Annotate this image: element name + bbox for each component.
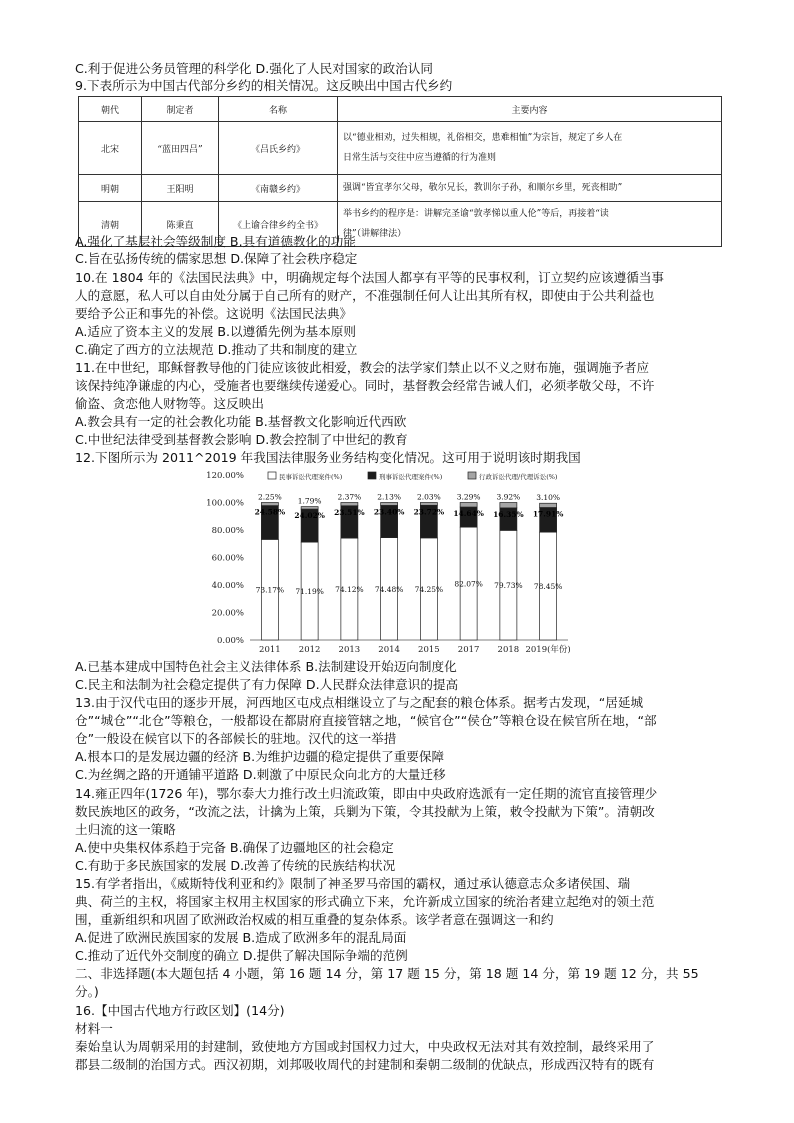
bar-segment (540, 503, 557, 507)
data-label: 23.40% (373, 507, 405, 517)
data-label: 2.37% (337, 492, 362, 502)
data-label: 78.45% (533, 582, 563, 592)
data-label: 2.13% (377, 492, 402, 502)
table-cell: “蓝田四吕” (142, 122, 219, 175)
data-label: 23.72% (413, 507, 445, 517)
q14-line: 土归流的这一策略 (75, 822, 176, 837)
x-tick-label: 2014 (378, 645, 400, 655)
q12-option-cd: C.民主和法制为社会稳定提供了有力保障 D.人民群众法律意识的提高 (75, 677, 459, 692)
legend-label: 行政诉讼代理/代理诉讼(%) (479, 473, 558, 481)
legal-services-chart (196, 465, 576, 661)
q9-table (78, 96, 722, 247)
x-tick-label: 2019(年份) (525, 645, 571, 655)
q13-line: 13.由于汉代屯田的逐步开展，河西地区屯戍点相继设立了与之配套的粮仓体系。据考古发现，“居延城 (75, 695, 644, 710)
data-label: 24.02% (294, 511, 325, 521)
q13-line: 仓”“城仓”“北仓”等粮仓，一般都设在都尉府直接管辖之地，“候官仓”“侯仓”等粮仓设在候官所在地，“部 (75, 713, 657, 728)
legend-swatch (268, 472, 276, 479)
bar-segment (261, 503, 278, 506)
legend-swatch (368, 472, 376, 479)
data-label: 2.03% (416, 492, 441, 502)
q15-option-cd: C.推动了近代外交制度的确立 D.提供了解决国际争端的范例 (75, 948, 408, 963)
data-label: 3.29% (456, 492, 481, 502)
legend-label: 刑事诉讼代理案件(%) (379, 473, 443, 481)
q16-material-label: 材料一 (75, 1021, 113, 1036)
q11-option-cd: C.中世纪法律受到基督教会影响 D.教会控制了中世纪的教育 (75, 432, 408, 447)
section2-heading: 二、非选择题(本大题包括 4 小题，第 16 题 14 分，第 17 题 15 分，第 18 题 14 分，第 19 题 12 分，共 55 (75, 966, 699, 981)
q12-option-ab: A.已基本建成中国特色社会主义法律体系 B.法制建设开始迈向制度化 (75, 659, 457, 674)
table-cell: 王阳明 (142, 175, 219, 202)
q11-line: 偷盗、贪恋他人财物等。这反映出 (75, 396, 264, 411)
table-row (79, 122, 722, 175)
y-tick-label: 60.00% (211, 553, 244, 564)
q15-line: 围，重新组织和巩固了欧洲政治权威的相互重叠的复杂体系。该学者意在强调这一和约 (75, 912, 554, 927)
bar-segment (420, 503, 437, 506)
table-cell-line: 举书乡约的程序是：讲解完圣谕“敦孝悌以重人伦”等后，再接着“读 (343, 209, 609, 219)
data-label: 1.79% (297, 496, 322, 506)
q16-line: 秦始皇认为周朝采用的封建制，致使地方方国或封国权力过大，中央政权无法对其有效控制，最终采用了 (75, 1039, 655, 1054)
data-label: 16.35% (493, 509, 524, 519)
q14-option-cd: C.有助于多民族国家的发展 D.改善了传统的民族结构状况 (75, 858, 396, 873)
x-tick-label: 2018 (497, 645, 520, 655)
table-cell: 清朝 (79, 202, 142, 247)
data-label: 17.91% (532, 509, 564, 519)
q8-options-cd: C.利于促进公务员管理的科学化 D.强化了人民对国家的政治认同 (75, 61, 433, 76)
y-tick-label: 100.00% (206, 498, 244, 509)
table-header: 制定者 (142, 97, 219, 122)
table-cell: 陈秉直 (142, 202, 219, 247)
q16-line: 郡县二级制的治国方式。西汉初期，刘邦吸收周代的封建制和秦朝二级制的优缺点，形成西汉特有的既有 (75, 1057, 655, 1072)
table-cell: 《吕氏乡约》 (219, 122, 338, 175)
table-cell-line: 律”（讲解律法） (343, 229, 407, 239)
data-label: 14.64% (453, 509, 484, 519)
table-cell-line: 以“德业相劝，过失相规，礼俗相交，患难相恤”为宗旨，规定了乡人在 (343, 133, 623, 143)
bar-segment (381, 502, 398, 505)
q13-line: 仓”一般设在候官以下的各部候长的驻地。汉代的这一举措 (75, 731, 397, 746)
data-label: 74.12% (335, 585, 364, 595)
table-cell: 北宋 (79, 122, 142, 175)
data-label: 71.19% (295, 587, 324, 597)
bar-segment (341, 503, 358, 506)
legend-label: 民事诉讼代理案件(%) (279, 473, 343, 481)
data-label: 82.07% (454, 579, 483, 589)
table-row (79, 175, 722, 202)
q10-option-ab: A.适应了资本主义的发展 B.以遵循先例为基本原则 (75, 324, 356, 339)
q11-option-ab: A.教会具有一定的社会教化功能 B.基督教文化影响近代西欧 (75, 414, 407, 429)
q14-line: 数民族地区的政务，“改流之法，计擒为上策，兵剿为下策，令其投献为上策，敕令投献为下策”。清朝改 (75, 804, 655, 819)
q10-option-cd: C.确定了西方的立法规范 D.推动了共和制度的建立 (75, 342, 358, 357)
table-header: 朝代 (79, 97, 142, 122)
data-label: 24.58% (254, 507, 286, 517)
q16-title: 16.【中国古代地方行政区划】(14分) (75, 1003, 285, 1018)
data-label: 3.10% (536, 493, 561, 503)
table-cell (338, 122, 722, 175)
y-tick-label: 20.00% (211, 608, 244, 619)
q10-line: 人的意愿，私人可以自由处分属于自己所有的财产，不准强制任何人让出其所有权，即使由于公共利益也 (75, 288, 655, 303)
x-tick-label: 2017 (457, 645, 480, 655)
legend-swatch (468, 472, 476, 479)
q15-line: 15.有学者指出，《威斯特伐利亚和约》限制了神圣罗马帝国的霸权，通过承认德意志众多诸侯国、瑞 (75, 876, 631, 891)
table-cell: 明朝 (79, 175, 142, 202)
data-label: 3.92% (496, 492, 521, 502)
q13-option-ab: A.根本口的是发展边疆的经济 B.为维护边疆的稳定提供了重要保障 (75, 749, 445, 764)
q14-line: 14.雍正四年(1726 年)，鄂尔泰大力推行改土归流政策，即由中央政府选派有一定任期的流官直接管理少 (75, 786, 658, 801)
q11-line: 该保持纯净谦虚的内心，受施者也要继续传递爱心。同时，基督教会经常告诫人们，必须孝敬父母，不许 (75, 378, 655, 393)
q12-stem: 12.下图所示为 2011^2019 年我国法律服务业务结构变化情况。这可用于说明该时期我国 (75, 450, 581, 465)
q13-option-cd: C.为丝绸之路的开通铺平道路 D.刺激了中原民众向北方的大量迁移 (75, 767, 446, 782)
table-cell: 《上谕合律乡约全书》 (219, 202, 338, 247)
q9-option-ab: A.强化了基层社会等级制度 B.具有道德教化的功能 (75, 234, 356, 249)
y-tick-label: 40.00% (211, 581, 244, 591)
section2-heading-cont: 分。) (75, 984, 99, 999)
data-label: 74.25% (414, 584, 444, 594)
q14-option-ab: A.使中央集权体系趋于完备 B.确保了边疆地区的社会稳定 (75, 840, 394, 855)
x-tick-label: 2012 (298, 645, 321, 655)
q15-option-ab: A.促进了欧洲民族国家的发展 B.造成了欧洲多年的混乱局面 (75, 930, 407, 945)
y-tick-label: 80.00% (211, 526, 244, 536)
table-header: 名称 (219, 97, 338, 122)
bar-segment (460, 503, 477, 508)
q15-line: 典、荷兰的主权，将国家主权用主权国家的形式确立下来，允许新成立国家的统治者建立起绝对的领土范 (75, 894, 655, 909)
x-tick-label: 2015 (418, 645, 440, 655)
data-label: 2.25% (257, 492, 282, 502)
bar-segment (301, 507, 318, 509)
q9-option-cd: C.旨在弘扬传统的儒家思想 D.保障了社会秩序稳定 (75, 251, 358, 266)
q10-line: 10.在 1804 年的《法国民法典》中，明确规定每个法国人都享有平等的民事权利，订立契约应该遵循当事 (75, 270, 665, 285)
table-cell (338, 175, 722, 202)
table-cell-line: 强调“皆宜孝尔父母，敬尔兄长，教训尔子孙，和顺尔乡里，死丧相助” (343, 183, 623, 193)
table-cell: 《南赣乡约》 (219, 175, 338, 202)
y-tick-label: 0.00% (216, 636, 244, 646)
data-label: 73.17% (255, 585, 285, 595)
table-header: 主要内容 (338, 97, 722, 122)
x-tick-label: 2013 (338, 645, 361, 655)
q9-stem: 9.下表所示为中国古代部分乡约的相关情况。这反映出中国古代乡约 (75, 78, 453, 93)
x-tick-label: 2011 (259, 645, 281, 655)
q11-line: 11.在中世纪，耶稣督教导他的门徒应该彼此相爱，教会的法学家们禁止以不义之财布施，强调施予者应 (75, 360, 650, 375)
table-cell (338, 202, 722, 247)
y-tick-label: 120.00% (206, 471, 244, 481)
data-label: 79.73% (494, 581, 523, 591)
q10-line: 要给予公正和事先的补偿。这说明《法国民法典》 (75, 306, 353, 321)
table-cell-line: 日常生活与交往中应当遵循的行为准则 (343, 153, 497, 163)
bar-segment (500, 503, 517, 508)
data-label: 74.48% (374, 584, 404, 594)
data-label: 23.51% (334, 507, 365, 517)
